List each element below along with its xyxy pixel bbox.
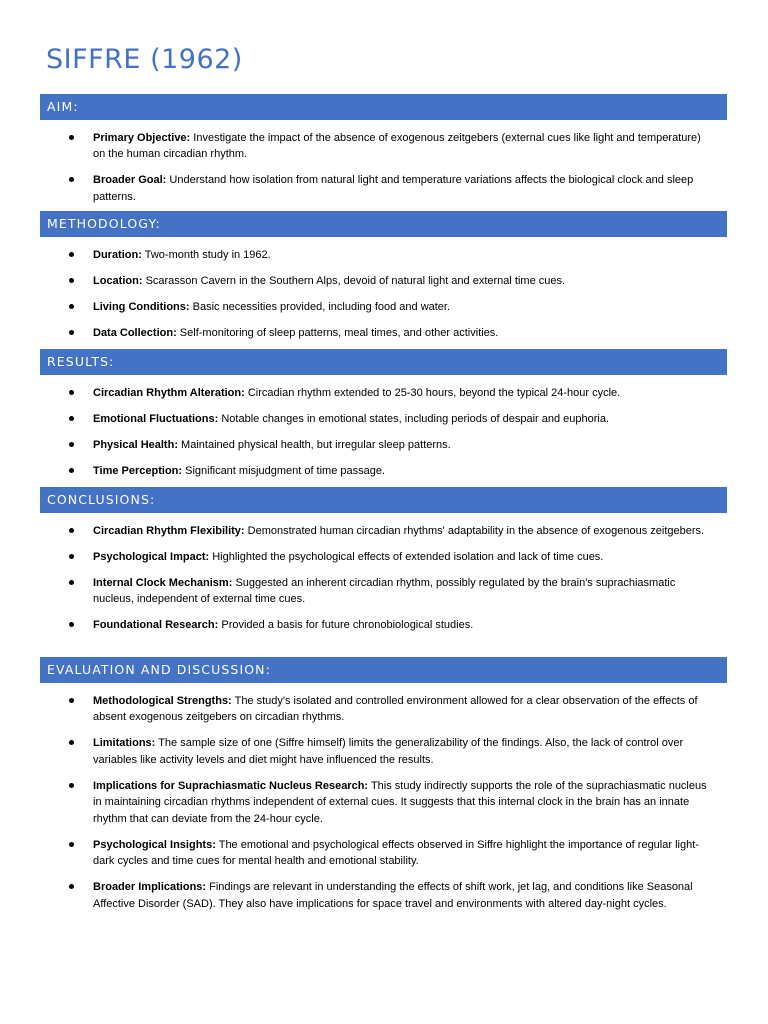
- bullet-icon: [69, 252, 74, 257]
- bullet-list: [40, 247, 727, 342]
- item-text: Suggested an inherent circadian rhythm, possibly regulated by the brain's suprachiasmatic nucleus, independent of external time cues.: [93, 576, 676, 605]
- item-text: Basic necessities provided, including food and water.: [192, 300, 451, 313]
- bullet-icon: [69, 622, 74, 627]
- item-label: Internal Clock Mechanism:: [93, 576, 233, 589]
- item-label: Living Conditions:: [93, 300, 190, 313]
- item-text: Understand how isolation from natural light and temperature variations affects the biological clock and sleep patterns.: [93, 174, 694, 203]
- bullet-icon: [69, 177, 74, 182]
- item-text: Investigate the impact of the absence of exogenous zeitgebers (external cues like light and temperature) on the human circadian rhythm.: [93, 131, 701, 160]
- bullet-icon: [69, 278, 74, 283]
- list-item: [40, 299, 727, 316]
- item-text: Two-month study in 1962.: [144, 248, 271, 261]
- bullet-icon: [69, 580, 74, 585]
- item-label: Foundational Research:: [93, 619, 219, 631]
- bullet-icon: [69, 528, 74, 533]
- bullet-icon: [69, 468, 74, 473]
- list-item: [40, 617, 727, 634]
- bullet-icon: [69, 842, 74, 847]
- bullet-list: [40, 693, 727, 913]
- bullet-list: [40, 523, 727, 634]
- item-label: Limitations:: [93, 737, 156, 749]
- list-item: [40, 523, 727, 540]
- section-aim: [40, 94, 727, 205]
- list-item: [40, 411, 727, 428]
- item-text: Circadian rhythm extended to 25-30 hours, beyond the typical 24-hour cycle.: [247, 386, 621, 399]
- item-label: Duration:: [93, 248, 142, 261]
- item-label: Implications for Suprachiasmatic Nucleus Research:: [93, 779, 369, 792]
- item-text: The emotional and psychological effects observed in Siffre highlight the importance of regular light-dark cycles and time cues for mental health and emotional stability.: [93, 838, 699, 867]
- list-item: [40, 325, 727, 342]
- item-text: This study indirectly supports the role of the suprachiasmatic nucleus in maintaining circadian rhythms independent of external cues. It suggests that this internal clock in the brain has an innate rhythm that can deviate from the 24-hour cycle.: [93, 779, 707, 825]
- item-text: Demonstrated human circadian rhythms' adaptability in the absence of exogenous zeitgebers.: [247, 524, 705, 537]
- item-text: The study's isolated and controlled environment allowed for a clear observation of the effects of absent exogenous zeitgebers on circadian rhythms.: [93, 694, 698, 723]
- item-text: Highlighted the psychological effects of extended isolation and lack of time cues.: [212, 550, 604, 563]
- bullet-icon: [69, 390, 74, 395]
- section-methodology: [40, 211, 727, 341]
- item-label: Data Collection:: [93, 326, 177, 339]
- bullet-icon: [69, 884, 74, 889]
- list-item: [40, 735, 727, 768]
- list-item: [40, 172, 727, 205]
- bullet-icon: [69, 740, 74, 745]
- item-text: Provided a basis for future chronobiological studies.: [221, 619, 474, 631]
- bullet-icon: [69, 330, 74, 335]
- list-item: [40, 463, 727, 480]
- bullet-icon: [69, 304, 74, 309]
- list-item: [40, 385, 727, 402]
- list-item: [40, 837, 727, 870]
- bullet-icon: [69, 416, 74, 421]
- item-text: Significant misjudgment of time passage.: [185, 464, 386, 477]
- item-text: Self-monitoring of sleep patterns, meal times, and other activities.: [179, 326, 499, 339]
- list-item: [40, 879, 727, 912]
- section-heading: AIM:: [40, 94, 727, 120]
- item-label: Circadian Rhythm Flexibility:: [93, 524, 245, 537]
- bullet-icon: [69, 698, 74, 703]
- item-label: Broader Goal:: [93, 174, 167, 186]
- item-label: Emotional Fluctuations:: [93, 412, 219, 425]
- section-heading: METHODOLOGY:: [40, 211, 727, 237]
- bullet-icon: [69, 554, 74, 559]
- section-heading: EVALUATION AND DISCUSSION:: [40, 657, 727, 683]
- list-item: [40, 693, 727, 726]
- page-title: SIFFRE (1962): [46, 44, 243, 75]
- section-results: [40, 349, 727, 479]
- item-label: Location:: [93, 274, 143, 287]
- section-evaluation: [40, 657, 727, 912]
- item-text: The sample size of one (Siffre himself) limits the generalizability of the findings. Also, the lack of control over variables like activity levels and diet might have influenced the results.: [93, 737, 684, 766]
- item-label: Psychological Insights:: [93, 838, 216, 851]
- bullet-list: [40, 130, 727, 206]
- bullet-icon: [69, 783, 74, 788]
- bullet-icon: [69, 135, 74, 140]
- item-label: Circadian Rhythm Alteration:: [93, 386, 245, 399]
- item-label: Primary Objective:: [93, 131, 191, 144]
- item-label: Time Perception:: [93, 464, 183, 477]
- item-text: Notable changes in emotional states, including periods of despair and euphoria.: [221, 412, 610, 425]
- item-label: Broader Implications:: [93, 881, 207, 893]
- list-item: [40, 247, 727, 264]
- item-label: Methodological Strengths:: [93, 694, 232, 707]
- section-heading: RESULTS:: [40, 349, 727, 375]
- item-text: Scarasson Cavern in the Southern Alps, devoid of natural light and external time cues.: [145, 274, 566, 287]
- list-item: [40, 130, 727, 163]
- item-text: Maintained physical health, but irregular sleep patterns.: [181, 438, 451, 451]
- item-text: Findings are relevant in understanding the effects of shift work, jet lag, and conditions like Seasonal Affective Disorder (SAD). They also have implications for space travel and environments with altered day-night cycles.: [93, 881, 693, 910]
- bullet-list: [40, 385, 727, 480]
- section-conclusions: [40, 487, 727, 634]
- section-heading: CONCLUSIONS:: [40, 487, 727, 513]
- list-item: [40, 549, 727, 566]
- item-label: Physical Health:: [93, 438, 178, 451]
- item-label: Psychological Impact:: [93, 550, 210, 563]
- bullet-icon: [69, 442, 74, 447]
- list-item: [40, 273, 727, 290]
- list-item: [40, 575, 727, 608]
- list-item: [40, 437, 727, 454]
- list-item: [40, 778, 727, 828]
